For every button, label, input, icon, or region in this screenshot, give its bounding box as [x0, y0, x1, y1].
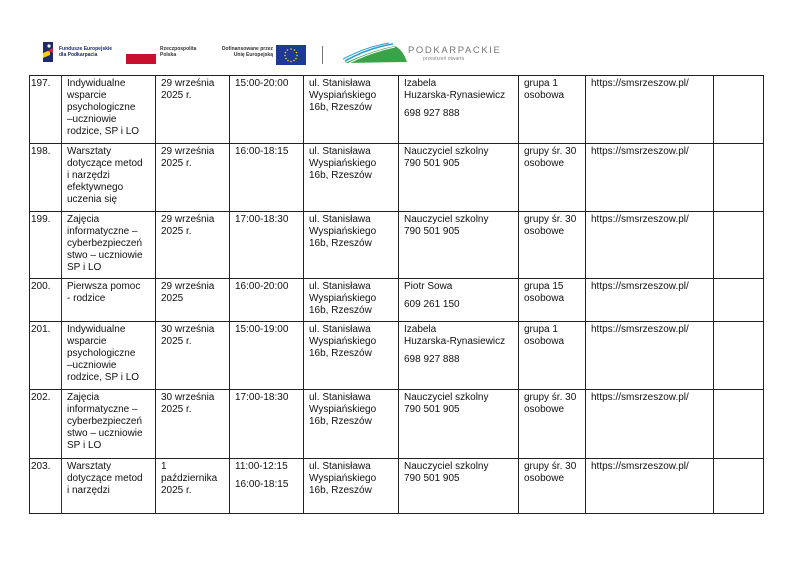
event-title-line: SP i LO: [67, 262, 102, 273]
empty-cell: [714, 144, 764, 212]
event-place-cell: [304, 76, 399, 144]
event-place-cell: [304, 144, 399, 212]
group-size-line: osobowa: [524, 336, 565, 347]
schedule-table: [29, 75, 764, 514]
event-date-line: 2025 r.: [161, 90, 192, 101]
event-date-line: 29 września: [161, 78, 215, 89]
event-title-line: wsparcie: [67, 90, 107, 101]
contact-line: 790 501 905: [404, 404, 460, 415]
event-time-cell: [230, 144, 304, 212]
event-time: 11:00-12:15: [235, 461, 288, 472]
row-number: 198.: [30, 144, 62, 212]
event-title-line: dotyczące metod: [67, 158, 143, 169]
event-place-line: 16b, Rzeszów: [309, 170, 372, 181]
group-size-cell: [519, 144, 586, 212]
contact-cell: [399, 144, 519, 212]
event-date-line: 2025: [161, 293, 184, 304]
contact-line: Nauczyciel szkolny: [404, 146, 489, 157]
contact-line: 790 501 905: [404, 473, 460, 484]
eu-line-2: Unię Europejską: [233, 52, 273, 58]
fundusze-europejskie-logo-icon: [41, 42, 55, 62]
event-title-line: Zajęcia: [67, 392, 100, 403]
event-place-line: Wyspiańskiego: [309, 158, 377, 169]
schedule-table-body: [30, 76, 764, 514]
event-place-line: Wyspiańskiego: [309, 473, 377, 484]
group-size-line: grupa 15: [524, 281, 564, 292]
event-title-line: i narzędzi: [67, 170, 110, 181]
event-place-cell: [304, 212, 399, 279]
website-link[interactable]: https://smsrzeszow.pl/: [586, 459, 714, 514]
contact-cell: [399, 212, 519, 279]
event-date-cell: [156, 144, 230, 212]
event-place-cell: [304, 279, 399, 322]
event-title-line: –uczniowie: [67, 360, 117, 371]
podkarpackie-name: PODKARPACKIE: [408, 45, 502, 56]
event-date-cell: [156, 459, 230, 514]
contact-cell: [399, 390, 519, 459]
event-place-line: ul. Stanisława: [309, 324, 371, 335]
empty-cell: [714, 212, 764, 279]
row-number: 202.: [30, 390, 62, 459]
event-time: 17:00-18:30: [235, 214, 289, 225]
table-row: [30, 144, 764, 212]
event-place-line: ul. Stanisława: [309, 78, 371, 89]
contact-phone: 698 927 888: [404, 354, 460, 365]
event-place-line: 16b, Rzeszów: [309, 416, 372, 427]
event-date-cell: [156, 390, 230, 459]
event-title-cell: [62, 76, 156, 144]
event-title-line: cyberbezpieczeń: [67, 238, 143, 249]
contact-cell: [399, 76, 519, 144]
group-size-cell: [519, 76, 586, 144]
event-place-line: Wyspiańskiego: [309, 404, 377, 415]
contact-cell: [399, 322, 519, 390]
event-title-line: Indywidualne: [67, 324, 126, 335]
event-date-line: 2025 r.: [161, 336, 192, 347]
empty-cell: [714, 76, 764, 144]
event-time-cell: [230, 212, 304, 279]
event-title-line: Warsztaty: [67, 146, 112, 157]
table-row: [30, 459, 764, 514]
event-title-line: stwo – uczniowie: [67, 250, 143, 261]
website-link[interactable]: https://smsrzeszow.pl/: [586, 322, 714, 390]
event-place-line: ul. Stanisława: [309, 461, 371, 472]
group-size-line: osobowe: [524, 226, 565, 237]
group-size-line: grupy śr. 30: [524, 146, 577, 157]
event-time: 15:00-19:00: [235, 324, 289, 335]
event-title-cell: [62, 459, 156, 514]
event-place-line: Wyspiańskiego: [309, 336, 377, 347]
empty-cell: [714, 390, 764, 459]
fe-line-2: dla Podkarpacia: [59, 52, 98, 58]
event-date-cell: [156, 212, 230, 279]
event-place-line: ul. Stanisława: [309, 392, 371, 403]
event-title-line: rodzice, SP i LO: [67, 126, 140, 137]
website-link[interactable]: https://smsrzeszow.pl/: [586, 144, 714, 212]
podkarpackie-logo-icon: [343, 42, 411, 64]
eu-logo-text: [217, 46, 273, 58]
table-row: [30, 76, 764, 144]
event-date-line: 2025 r.: [161, 158, 192, 169]
fe-line-1: Fundusze Europejskie: [59, 46, 113, 52]
event-title-line: Warsztaty: [67, 461, 112, 472]
event-place-line: ul. Stanisława: [309, 146, 371, 157]
event-date-line: 30 września: [161, 324, 215, 335]
rp-line-2: Polska: [160, 52, 177, 58]
row-number: 197.: [30, 76, 62, 144]
contact-phone: 609 261 150: [404, 299, 460, 310]
event-time: 16:00-18:15: [235, 479, 289, 490]
event-place-line: 16b, Rzeszów: [309, 102, 372, 113]
event-time-cell: [230, 76, 304, 144]
event-place-line: Wyspiańskiego: [309, 90, 377, 101]
empty-cell: [714, 322, 764, 390]
event-date-line: 29 września: [161, 146, 215, 157]
rp-line-1: Rzeczpospolita: [160, 46, 197, 52]
contact-line: Piotr Sowa: [404, 281, 453, 292]
event-time: 16:00-18:15: [235, 146, 289, 157]
contact-line: 790 501 905: [404, 158, 460, 169]
table-row: [30, 322, 764, 390]
empty-cell: [714, 279, 764, 322]
website-link[interactable]: https://smsrzeszow.pl/: [586, 212, 714, 279]
podkarpackie-tagline: przestrzeń otwarta: [423, 56, 465, 62]
group-size-line: osobowe: [524, 158, 565, 169]
contact-line: Izabela: [404, 324, 437, 335]
event-date-cell: [156, 322, 230, 390]
group-size-line: grupa 1: [524, 78, 558, 89]
event-title-cell: [62, 212, 156, 279]
event-title-line: rodzice, SP i LO: [67, 372, 140, 383]
fe-logo-text: [59, 46, 112, 58]
event-title-line: cyberbezpieczeń: [67, 416, 143, 427]
eu-flag-icon: [276, 45, 306, 65]
event-title-line: psychologiczne: [67, 102, 136, 113]
table-row: [30, 212, 764, 279]
event-date-cell: [156, 279, 230, 322]
event-date-line: 30 września: [161, 392, 215, 403]
rp-logo-text: [160, 46, 196, 58]
group-size-line: osobowa: [524, 90, 565, 101]
event-title-line: Zajęcia: [67, 214, 100, 225]
group-size-cell: [519, 212, 586, 279]
event-place-cell: [304, 322, 399, 390]
event-title-line: dotyczące metod: [67, 473, 143, 484]
event-place-line: 16b, Rzeszów: [309, 348, 372, 359]
event-time: 16:00-20:00: [235, 281, 289, 292]
event-date-line: 2025 r.: [161, 485, 192, 496]
website-link[interactable]: https://smsrzeszow.pl/: [586, 76, 714, 144]
group-size-cell: [519, 322, 586, 390]
event-date-cell: [156, 76, 230, 144]
group-size-line: grupy śr. 30: [524, 214, 577, 225]
contact-line: 790 501 905: [404, 226, 460, 237]
polish-flag-icon: [126, 54, 156, 64]
event-place-line: Wyspiańskiego: [309, 226, 377, 237]
empty-cell: [714, 459, 764, 514]
event-title-cell: [62, 144, 156, 212]
event-date-line: 1: [161, 461, 167, 472]
event-title-line: informatyczne –: [67, 404, 138, 415]
event-title-line: SP i LO: [67, 440, 102, 451]
event-title-line: psychologiczne: [67, 348, 136, 359]
website-link[interactable]: https://smsrzeszow.pl/: [586, 279, 714, 322]
contact-phone: 698 927 888: [404, 108, 460, 119]
event-title-line: –uczniowie: [67, 114, 117, 125]
event-title-line: informatyczne –: [67, 226, 138, 237]
event-title-line: - rodzice: [67, 293, 106, 304]
event-date-line: 29 września: [161, 281, 215, 292]
event-time-cell: [230, 279, 304, 322]
event-title-line: wsparcie: [67, 336, 107, 347]
contact-line: Nauczyciel szkolny: [404, 461, 489, 472]
contact-cell: [399, 459, 519, 514]
event-time: 15:00-20:00: [235, 78, 289, 89]
event-place-line: Wyspiańskiego: [309, 293, 377, 304]
group-size-line: grupy śr. 30: [524, 392, 577, 403]
table-row: [30, 390, 764, 459]
event-title-line: efektywnego: [67, 182, 124, 193]
group-size-line: osobowe: [524, 404, 565, 415]
event-place-line: ul. Stanisława: [309, 214, 371, 225]
event-time-cell: [230, 322, 304, 390]
row-number: 201.: [30, 322, 62, 390]
group-size-cell: [519, 390, 586, 459]
event-title-line: stwo – uczniowie: [67, 428, 143, 439]
group-size-line: grupa 1: [524, 324, 558, 335]
event-title-line: uczenia się: [67, 194, 118, 205]
contact-cell: [399, 279, 519, 322]
event-title-cell: [62, 390, 156, 459]
event-place-line: ul. Stanisława: [309, 281, 371, 292]
event-place-cell: [304, 390, 399, 459]
event-time-cell: [230, 390, 304, 459]
group-size-cell: [519, 279, 586, 322]
event-date-line: 29 września: [161, 214, 215, 225]
event-place-line: 16b, Rzeszów: [309, 485, 372, 496]
page-header: [0, 0, 800, 70]
website-link[interactable]: https://smsrzeszow.pl/: [586, 390, 714, 459]
event-title-line: Pierwsza pomoc: [67, 281, 141, 292]
contact-line: Nauczyciel szkolny: [404, 392, 489, 403]
contact-line: Izabela: [404, 78, 437, 89]
event-title-cell: [62, 322, 156, 390]
event-place-line: 16b, Rzeszów: [309, 305, 372, 316]
contact-line: Huzarska-Rynasiewicz: [404, 90, 506, 101]
header-divider: [322, 46, 323, 64]
event-time-cell: [230, 459, 304, 514]
row-number: 199.: [30, 212, 62, 279]
event-title-cell: [62, 279, 156, 322]
event-time: 17:00-18:30: [235, 392, 289, 403]
contact-line: Huzarska-Rynasiewicz: [404, 336, 506, 347]
row-number: 203.: [30, 459, 62, 514]
event-date-line: 2025 r.: [161, 404, 192, 415]
event-date-line: października: [161, 473, 218, 484]
event-title-line: i narzędzi: [67, 485, 110, 496]
row-number: 200.: [30, 279, 62, 322]
eu-line-1: Dofinansowane przez: [221, 46, 273, 52]
table-row: [30, 279, 764, 322]
contact-line: Nauczyciel szkolny: [404, 214, 489, 225]
group-size-line: osobowa: [524, 293, 565, 304]
group-size-line: grupy śr. 30: [524, 461, 577, 472]
group-size-line: osobowe: [524, 473, 565, 484]
event-place-cell: [304, 459, 399, 514]
event-place-line: 16b, Rzeszów: [309, 238, 372, 249]
event-date-line: 2025 r.: [161, 226, 192, 237]
group-size-cell: [519, 459, 586, 514]
event-title-line: Indywidualne: [67, 78, 126, 89]
